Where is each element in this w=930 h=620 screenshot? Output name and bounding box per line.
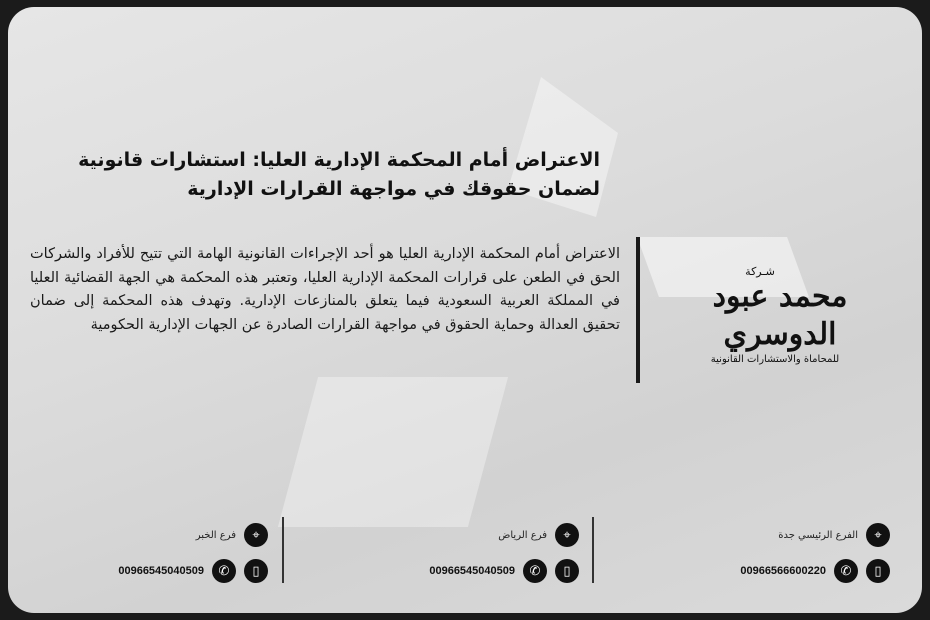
logo-subtitle: للمحاماة والاستشارات القانونية [710, 354, 840, 365]
company-logo [660, 265, 900, 365]
divider [592, 517, 594, 583]
branch-khobar [48, 520, 268, 592]
branch-riyadh [359, 520, 579, 592]
branch-name: الفرع الرئيسي جدة [778, 529, 858, 541]
whatsapp-icon: ✆ [523, 559, 547, 583]
background-shape [278, 377, 508, 527]
location-icon: ⌖ [866, 523, 890, 547]
branch-phone[interactable]: 00966566600220 [740, 565, 826, 577]
logo-prefix: شـركة [745, 265, 775, 278]
branch-phone[interactable]: 00966545040509 [429, 565, 515, 577]
logo-name: محمد عبود الدوسري [712, 279, 848, 352]
divider [282, 517, 284, 583]
branch-jeddah [670, 520, 890, 592]
branch-name: فرع الرياض [498, 529, 547, 541]
branch-name: فرع الخبر [195, 529, 236, 541]
mobile-icon: ▯ [866, 559, 890, 583]
page-title: الاعتراض أمام المحكمة الإدارية العليا: استشارات قانونية لضمان حقوقك في مواجهة القرارات الإدارية [78, 149, 600, 200]
divider [636, 237, 640, 383]
location-icon: ⌖ [555, 523, 579, 547]
article-paragraph: الاعتراض أمام المحكمة الإدارية العليا هو أحد الإجراءات القانونية الهامة التي تتيح للأفراد والشركات الحق في الطعن على قرارات المحكمة الإدارية العليا، وتعتبر هذه المحكمة هي الجهة القضائية العليا في المملكة العربية السعودية فيما يتعلق بالمنازعات الإدارية. وتهدف هذه المحكمة إلى ضمان تحقيق العدالة وحماية الحقوق في مواجهة القرارات الصادرة عن الجهات الإدارية الحكومية [30, 246, 620, 333]
whatsapp-icon: ✆ [834, 559, 858, 583]
mobile-icon: ▯ [555, 559, 579, 583]
whatsapp-icon: ✆ [212, 559, 236, 583]
location-icon: ⌖ [244, 523, 268, 547]
mobile-icon: ▯ [244, 559, 268, 583]
branch-phone[interactable]: 00966545040509 [118, 565, 204, 577]
